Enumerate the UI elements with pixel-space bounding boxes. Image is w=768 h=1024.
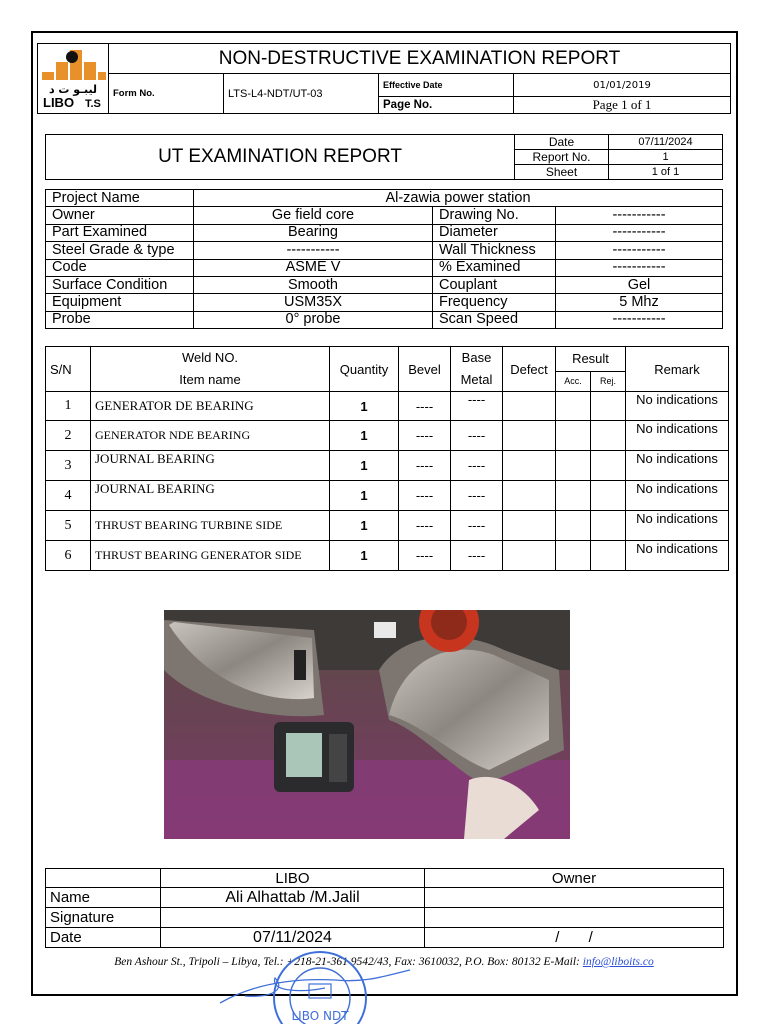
row-rej (591, 392, 626, 421)
row-bevel: ---- (399, 511, 451, 541)
row-quantity: 1 (330, 451, 399, 481)
row-bevel: ---- (399, 541, 451, 571)
info-value: 5 Mhz (556, 294, 723, 311)
row-quantity: 1 (330, 541, 399, 571)
info-label: Part Examined (46, 224, 194, 241)
info-label: Steel Grade & type (46, 242, 194, 259)
row-quantity: 1 (330, 481, 399, 511)
row-rej (591, 451, 626, 481)
table-row (46, 451, 729, 481)
info-label: % Examined (433, 259, 556, 276)
svg-text:LIBO: LIBO (43, 95, 75, 110)
col-base-metal (451, 347, 503, 392)
info-value: ----------- (194, 242, 433, 259)
sheet-label: Sheet (515, 165, 609, 180)
owner-signature (425, 908, 724, 928)
row-acc (556, 511, 591, 541)
info-label: Equipment (46, 294, 194, 311)
row-sn: 4 (46, 481, 91, 511)
row-defect (503, 421, 556, 451)
row-base-metal: ---- (451, 451, 503, 481)
col-defect: Defect (503, 347, 556, 392)
info-value: Gel (556, 276, 723, 293)
row-defect (503, 541, 556, 571)
libo-name: Ali Alhattab /M.Jalil (161, 888, 425, 908)
info-value: ----------- (556, 207, 723, 224)
row-quantity: 1 (330, 392, 399, 421)
table-row (46, 421, 729, 451)
svg-text:ليبـو ت د: ليبـو ت د (48, 83, 98, 96)
row-defect (503, 392, 556, 421)
row-rej (591, 541, 626, 571)
col-metal: Metal (460, 372, 493, 387)
row-rej (591, 421, 626, 451)
report-title-box (45, 134, 723, 180)
form-header (37, 43, 731, 114)
row-sn: 3 (46, 451, 91, 481)
project-info-table (45, 189, 723, 329)
row-base-metal: ---- (451, 511, 503, 541)
table-row (46, 481, 729, 511)
info-label: Code (46, 259, 194, 276)
info-value: Smooth (194, 276, 433, 293)
info-value: ----------- (556, 259, 723, 276)
libo-column-header: LIBO (161, 869, 425, 888)
info-label: Owner (46, 207, 194, 224)
info-label: Wall Thickness (433, 242, 556, 259)
row-base-metal: ---- (451, 421, 503, 451)
footer-address-text: Ben Ashour St., Tripoli – Libya, Tel.: +218-21-361 9542/43, Fax: 3610032, P.O. Box: 80132 E-Mail: (114, 956, 583, 968)
svg-text:T.S: T.S (85, 98, 101, 110)
row-base-metal: ---- (451, 481, 503, 511)
col-remark: Remark (626, 347, 729, 392)
row-defect (503, 451, 556, 481)
row-base-metal: ---- (451, 392, 503, 421)
info-label: Scan Speed (433, 311, 556, 328)
form-no-label: Form No. (109, 74, 224, 114)
owner-name (425, 888, 724, 908)
info-value: ----------- (556, 242, 723, 259)
libo-date: 07/11/2024 (161, 928, 425, 948)
page-no-label: Page No. (379, 97, 514, 114)
row-remark: No indications (626, 481, 729, 511)
date-value: 07/11/2024 (609, 135, 723, 150)
libo-signature (161, 908, 425, 928)
info-value: Ge field core (194, 207, 433, 224)
info-value: 0° probe (194, 311, 433, 328)
name-label: Name (46, 888, 161, 908)
row-sn: 2 (46, 421, 91, 451)
row-rej (591, 481, 626, 511)
row-item-name: JOURNAL BEARING (91, 481, 330, 511)
row-item-name: JOURNAL BEARING (91, 451, 330, 481)
sheet-value: 1 of 1 (609, 165, 723, 180)
row-bevel: ---- (399, 481, 451, 511)
signature-label: Signature (46, 908, 161, 928)
col-quantity: Quantity (330, 347, 399, 392)
info-label: Diameter (433, 224, 556, 241)
row-bevel: ---- (399, 451, 451, 481)
report-no-value: 1 (609, 150, 723, 165)
col-result: Result (556, 347, 626, 372)
col-bevel: Bevel (399, 347, 451, 392)
row-bevel: ---- (399, 421, 451, 451)
owner-date: / / (425, 928, 724, 948)
row-acc (556, 392, 591, 421)
row-defect (503, 481, 556, 511)
info-value: ----------- (556, 224, 723, 241)
row-item-name: GENERATOR DE BEARING (91, 392, 330, 421)
table-row (46, 392, 729, 421)
company-stamp (215, 948, 415, 1024)
row-sn: 6 (46, 541, 91, 571)
effective-date-label: Effective Date (379, 74, 514, 97)
form-no-value: LTS-L4-NDT/UT-03 (224, 74, 379, 114)
row-acc (556, 481, 591, 511)
col-weld-no: Weld NO. (181, 350, 239, 365)
col-acc: Acc. (556, 371, 591, 391)
info-label: Couplant (433, 276, 556, 293)
info-label: Probe (46, 311, 194, 328)
report-title: UT EXAMINATION REPORT (46, 135, 515, 180)
row-acc (556, 541, 591, 571)
info-label: Drawing No. (433, 207, 556, 224)
col-item-name: Item name (179, 372, 241, 387)
info-value: ASME V (194, 259, 433, 276)
row-sn: 1 (46, 392, 91, 421)
info-value: ----------- (556, 311, 723, 328)
stamp-text: LIBO NDT (291, 1009, 349, 1023)
row-remark: No indications (626, 451, 729, 481)
row-item-name: THRUST BEARING GENERATOR SIDE (91, 541, 330, 571)
row-acc (556, 451, 591, 481)
info-value: Bearing (194, 224, 433, 241)
company-logo (38, 44, 109, 114)
row-defect (503, 511, 556, 541)
info-label: Surface Condition (46, 276, 194, 293)
row-remark: No indications (626, 421, 729, 451)
report-no-label: Report No. (515, 150, 609, 165)
row-bevel: ---- (399, 392, 451, 421)
row-remark: No indications (626, 541, 729, 571)
form-title: NON-DESTRUCTIVE EXAMINATION REPORT (109, 44, 731, 74)
row-quantity: 1 (330, 511, 399, 541)
row-base-metal: ---- (451, 541, 503, 571)
info-value: USM35X (194, 294, 433, 311)
col-sn: S/N (46, 347, 91, 392)
row-item-name: THRUST BEARING TURBINE SIDE (91, 511, 330, 541)
row-acc (556, 421, 591, 451)
row-quantity: 1 (330, 421, 399, 451)
project-name-label: Project Name (46, 190, 194, 207)
project-name-value: Al-zawia power station (194, 190, 723, 207)
row-remark: No indications (626, 392, 729, 421)
inspection-photo (164, 610, 570, 839)
table-row (46, 511, 729, 541)
row-rej (591, 511, 626, 541)
page-no-value: Page 1 of 1 (514, 97, 731, 114)
owner-column-header: Owner (425, 869, 724, 888)
col-base: Base (461, 350, 492, 365)
signature-table (45, 868, 724, 948)
date-label: Date (515, 135, 609, 150)
effective-date-value: 01/01/2019 (514, 74, 731, 97)
row-item-name: GENERATOR NDE BEARING (91, 421, 330, 451)
footer-email-link[interactable]: info@liboits.co (582, 956, 654, 968)
info-label: Frequency (433, 294, 556, 311)
col-rej: Rej. (591, 371, 626, 391)
row-sn: 5 (46, 511, 91, 541)
date-label: Date (46, 928, 161, 948)
row-remark: No indications (626, 511, 729, 541)
examination-items-table (45, 346, 729, 571)
col-weld-item (91, 347, 330, 392)
table-row (46, 541, 729, 571)
